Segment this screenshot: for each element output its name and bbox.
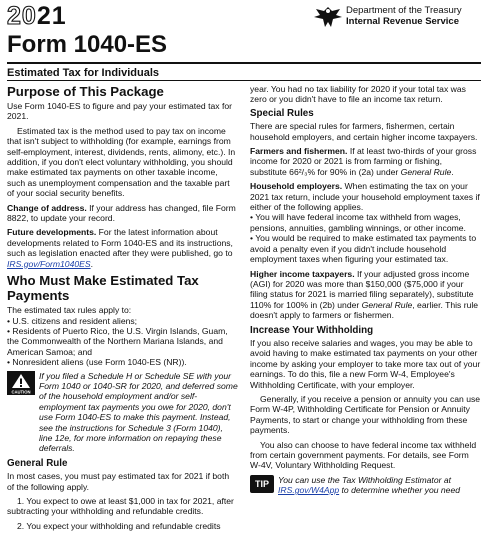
increase-withholding-heading: Increase Your Withholding [250, 324, 374, 336]
who-must-intro: The estimated tax rules apply to: [7, 305, 132, 316]
tax-year-outline: 20 [7, 2, 37, 30]
form-subtitle: Estimated Tax for Individuals [7, 67, 159, 79]
higher-income [250, 269, 481, 321]
caution-label: CAUTION [11, 389, 31, 395]
caution-box [7, 371, 238, 454]
purpose-heading: Purpose of This Package [7, 84, 164, 99]
higher-income-italic: General Rule [361, 299, 413, 310]
header-rule [7, 62, 481, 64]
higher-income-label: Higher income taxpayers. [250, 268, 355, 279]
bullet-item: • U.S. citizens and resident aliens; [7, 315, 138, 326]
right-column [250, 84, 481, 496]
withholding-paragraph-2: Generally, if you receive a pension or annuity you can use Form W-4P, Withholding Certificate for Pension or Annuity Payments, to start or change your withholding from these payments. [250, 393, 481, 436]
bullet-item: • You will have federal income tax withheld from wages, pensions, annuities, gambling winnings, or other income. [250, 212, 466, 233]
general-rule-heading: General Rule [7, 457, 68, 469]
caution-text: If you filed a Schedule H or Schedule SE with your Form 1040 or 1040-SR for 2020, and deferred some of the household employment and/or self-employment tax payments you owe for 2020, don't use Form 1040-ES to make this payment. Instead, see the instructions for Schedule 3 (Form 1040), line 12e, for more information on repaying these deferrals. [39, 370, 238, 454]
tip-box [250, 475, 481, 496]
purpose-paragraph-1: Use Form 1040-ES to figure and pay your estimated tax for 2021. [7, 101, 232, 122]
w4app-link[interactable]: IRS.gov/W4App [278, 485, 340, 496]
household-label: Household employers. [250, 181, 343, 192]
tip-text-start: You can use the Tax Withholding Estimator at [278, 474, 452, 485]
who-must-heading: Who Must Make Estimated Tax Payments [7, 273, 199, 304]
department-line: Department of the Treasury [346, 5, 462, 16]
withholding-paragraph-1: If you also receive salaries and wages, you may be able to avoid having to make estimated tax payments on your other income by asking your employer to take more tax out of your earnings. To do this, file a new Form W-4, Employee's Withholding Certificate, with your employer. [250, 337, 481, 390]
department-block [346, 5, 462, 27]
tax-year [7, 2, 67, 30]
change-of-address-text: If your address has changed, file Form 8822, to update your record. [7, 202, 236, 224]
general-rule-item-2: 2. You expect your withholding and refundable credits [17, 520, 221, 531]
tip-text-end: to determine whether you need [339, 485, 461, 496]
special-rules-heading: Special Rules [250, 107, 314, 119]
tip-icon: TIP [250, 475, 274, 493]
continued-text: year. You had no tax liability for 2020 if your total tax was zero or you didn't have to file an income tax return. [250, 84, 466, 105]
general-rule-item-1: 1. You expect to owe at least $1,000 in tax for 2021, after subtracting your withholding and refundable credits. [7, 496, 234, 517]
higher-income-text: If your adjusted gross income (AGI) for 2020 was more than $150,000 ($75,000 if your filing status for 2021 is married filing separately), substitute 110% for 100% in (2b) under [250, 268, 474, 310]
irs-eagle-logo-icon [313, 5, 343, 29]
change-of-address [7, 203, 238, 224]
future-developments-text: For the latest information about developments related to Form 1040-ES and its instructions, such as legislation enacted after they were published, go to [7, 227, 233, 259]
future-developments-end: . [90, 258, 93, 269]
special-rules-paragraph: There are special rules for farmers, fishermen, certain household employers, and certain higher income taxpayers. [250, 121, 478, 142]
change-of-address-label: Change of address. [7, 202, 87, 213]
tip-text [278, 475, 481, 496]
farmers-text: If at least two-thirds of your gross income for 2020 or 2021 is from farming or fishing, substitute 66²/₃% for 90% in (2a) under [250, 146, 477, 177]
agency-line: Internal Revenue Service [346, 16, 459, 27]
bullet-item: • You would be required to make estimated tax payments to avoid a penalty even if you didn't include household employment taxes when figuring your estimated tax. [250, 233, 477, 265]
household-text: When estimating the tax on your 2021 tax return, include your household employment taxes if either of the following applies. [250, 181, 480, 213]
future-developments [7, 227, 238, 269]
form1040es-link[interactable]: IRS.gov/Form1040ES [7, 258, 91, 269]
tax-year-solid: 21 [36, 2, 67, 30]
general-rule-paragraph: In most cases, you must pay estimated tax for 2021 if both of the following apply. [7, 471, 230, 492]
withholding-paragraph-3: You also can choose to have federal income tax withheld from certain government payments. For details, see Form W-4V, Voluntary Withholding Request. [250, 439, 477, 471]
farmers-italic: General Rule [400, 166, 452, 177]
left-column [7, 84, 238, 535]
farmers-fishermen [250, 146, 481, 177]
household-employers [250, 181, 481, 212]
higher-income-end: , earlier. This rule doesn't apply to farmers or fishermen. [250, 299, 479, 321]
farmers-label: Farmers and fishermen. [250, 146, 348, 157]
bullet-item: • Residents of Puerto Rico, the U.S. Virgin Islands, Guam, the Commonwealth of the Northern Mariana Islands, and American Samoa; and [7, 325, 228, 357]
future-developments-label: Future developments. [7, 227, 97, 238]
subtitle-rule [7, 80, 481, 81]
farmers-end: . [451, 166, 454, 177]
form-title: Form 1040-ES [7, 31, 168, 58]
caution-triangle-icon [7, 371, 35, 395]
bullet-item: • Nonresident aliens (use Form 1040-ES (NR)). [7, 357, 187, 368]
purpose-paragraph-2: Estimated tax is the method used to pay tax on income that isn't subject to withholding (for example, earnings from self-employment, interest, dividends, rents, alimony, etc.). In addition, if you don't elect voluntary withholding, you should make estimated tax payments on other taxable income, such as unemployment compensation and the taxable part of your social security benefits. [7, 125, 236, 199]
